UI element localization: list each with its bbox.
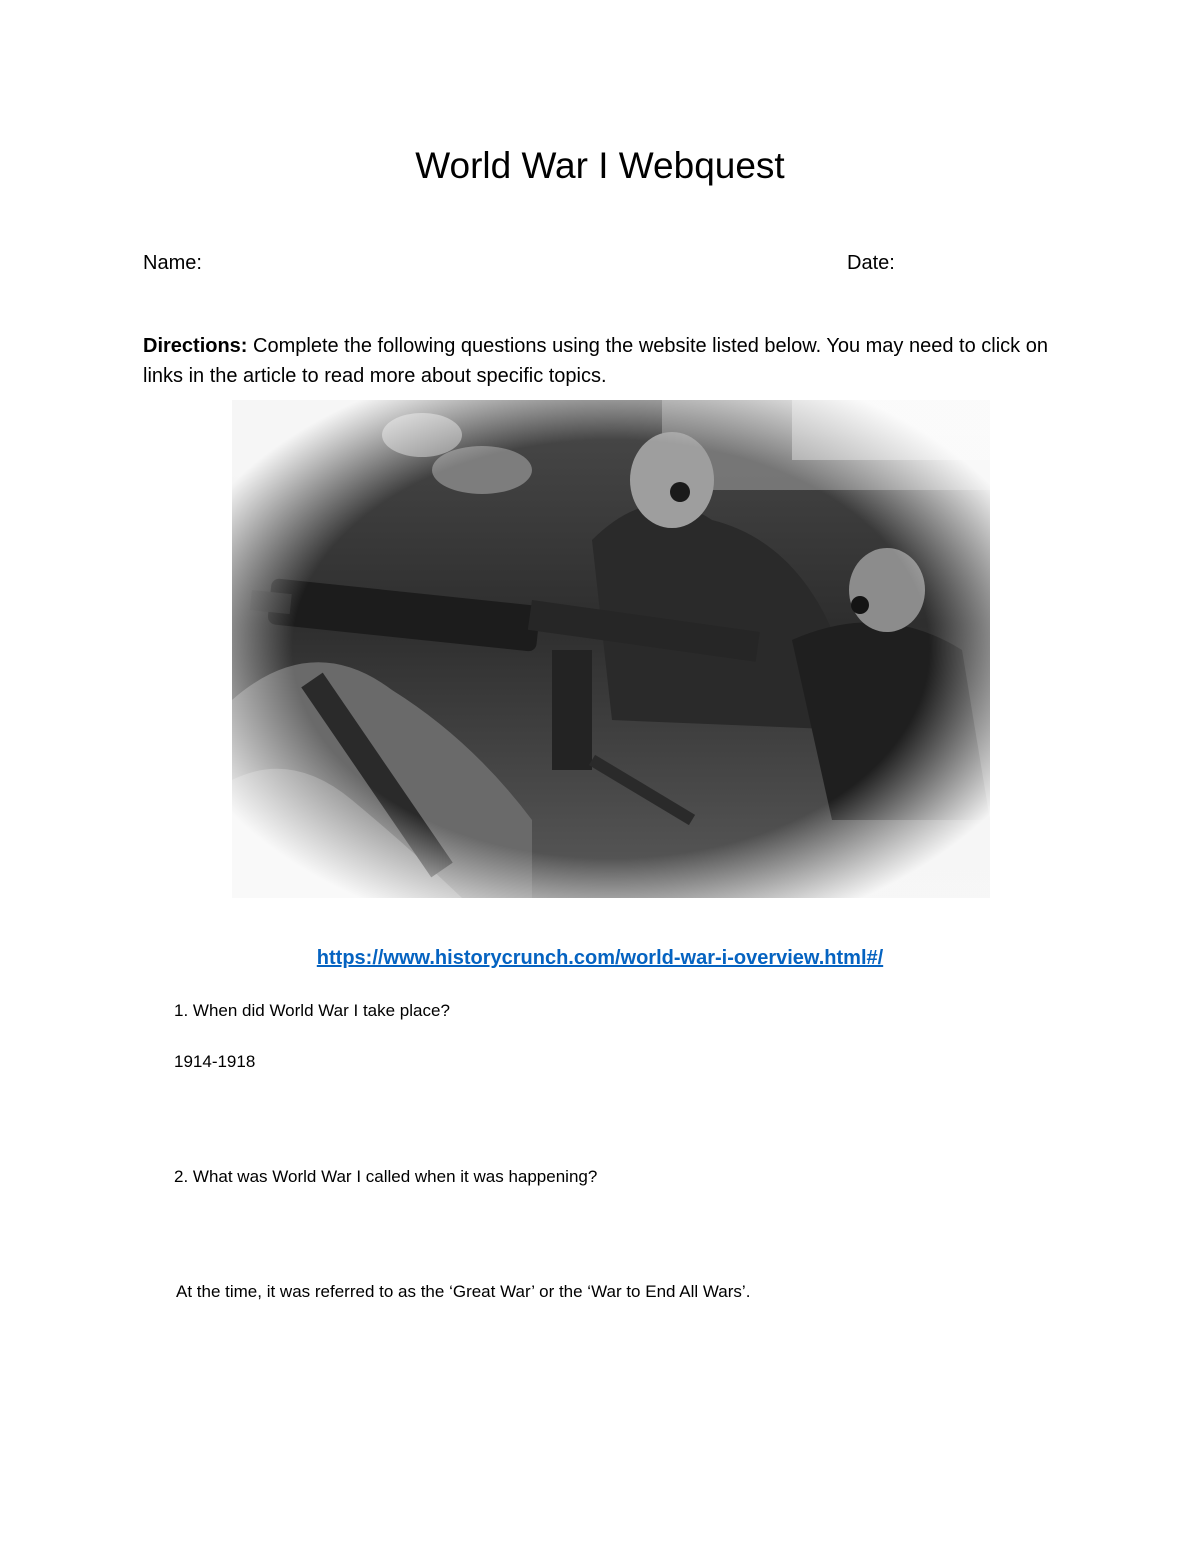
name-label: Name: — [143, 252, 202, 274]
question-1: 1. When did World War I take place? — [174, 1001, 450, 1020]
date-label: Date: — [847, 252, 895, 274]
directions-text: Complete the following questions using the website listed below. You may need to click on links in the article to read more about specific topics. — [143, 335, 1048, 387]
answer-2: At the time, it was referred to as the ‘Great War’ or the ‘War to End All Wars’. — [176, 1282, 751, 1301]
directions-paragraph — [143, 331, 1053, 391]
answer-1: 1914-1918 — [174, 1052, 256, 1071]
wwi-machine-gun-photo — [232, 400, 990, 898]
directions-label: Directions: — [143, 335, 248, 357]
page-title: World War I Webquest — [415, 145, 785, 186]
question-2: 2. What was World War I called when it was happening? — [174, 1167, 598, 1186]
historycrunch-link[interactable]: https://www.historycrunch.com/world-war-i-overview.html#/ — [316, 947, 884, 969]
